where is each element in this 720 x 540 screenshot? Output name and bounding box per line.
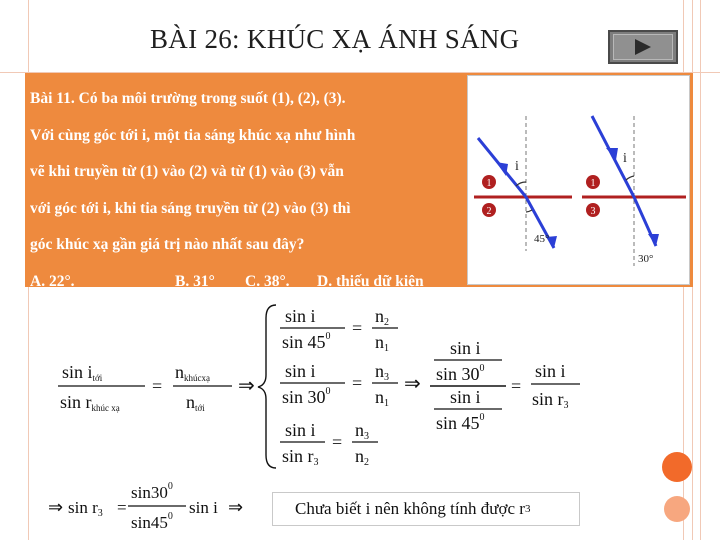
- choice-c[interactable]: C. 38°.: [245, 272, 290, 290]
- problem-line: Với cùng góc tới i, một tia sáng khúc xạ như hình: [30, 126, 356, 144]
- svg-text:=: =: [332, 432, 343, 452]
- svg-text:=: =: [352, 318, 363, 338]
- svg-text:sin rkhúc xạ: sin rkhúc xạ: [60, 392, 120, 413]
- svg-text:sin i: sin i: [450, 338, 481, 358]
- equation-2: [280, 361, 421, 409]
- final-expression: [48, 481, 243, 532]
- answer-note: [272, 492, 580, 526]
- implies-icon: ⇒: [48, 497, 64, 517]
- svg-text:sin 450: $\sin 45^0$: [282, 331, 331, 352]
- medium-label: 1: [590, 178, 596, 189]
- refracted-angle-label: 30°: [638, 253, 654, 265]
- svg-text:ntới: ntới: [186, 392, 205, 413]
- refracted-angle-label: 45°: [534, 233, 550, 245]
- angle-label-i: i: [623, 151, 627, 166]
- svg-text:n2: n2: [355, 446, 369, 468]
- svg-text:sin 300: $\sin 30^0$: [282, 386, 331, 407]
- slide-title: BÀI 26: KHÚC XẠ ÁNH SÁNG: [150, 24, 520, 54]
- svg-text:n1: n1: [375, 387, 389, 409]
- problem-line: vẽ khi truyền từ (1) vào (2) và từ (1) vào (3) vẫn: [30, 163, 344, 180]
- svg-text:nkhúcxạ: nkhúcxạ: [175, 362, 210, 383]
- svg-text:=: =: [511, 376, 522, 396]
- system-brace-icon: [258, 305, 276, 468]
- combined-ratio: [430, 338, 580, 433]
- choice-a[interactable]: A. 22°.: [30, 272, 75, 290]
- svg-text:sin450: $\sin 45^0$: [131, 511, 173, 532]
- answer-note-text: Chưa biết i nên không tính được r: [295, 499, 525, 518]
- problem-line: góc khúc xạ gần giá trị nào nhất sau đây?: [30, 236, 305, 253]
- answer-note-sub: 3: [524, 503, 531, 515]
- svg-text:=: =: [152, 376, 163, 396]
- svg-text:sin i: sin i: [285, 361, 316, 381]
- snell-law-formula: [58, 362, 255, 413]
- svg-text:sin r3: sin r3: [282, 446, 319, 468]
- problem-line: Bài 11. Có ba môi trường trong suốt (1), (2), (3).: [30, 90, 346, 107]
- svg-text:sin 450: $\sin 45^0$: [436, 412, 485, 433]
- medium-label: 2: [486, 206, 492, 217]
- svg-text:sin i: sin i: [189, 498, 218, 517]
- svg-text:=: =: [117, 498, 127, 517]
- problem-line: với góc tới i, khi tia sáng truyền từ (2) vào (3) thì: [30, 199, 351, 217]
- svg-text:n2: n2: [375, 306, 389, 328]
- choice-d[interactable]: D. thiếu dữ kiện: [317, 272, 424, 290]
- equation-1: [280, 306, 398, 354]
- implies-icon: ⇒: [228, 497, 244, 517]
- medium-label: 3: [590, 206, 596, 217]
- svg-text:sin300: $\sin 30^0$: [131, 481, 173, 502]
- svg-text:n3: n3: [355, 420, 369, 442]
- svg-text:sin r3: sin r3: [532, 389, 569, 411]
- implies-icon: ⇒: [238, 375, 255, 397]
- svg-text:sin i: sin i: [285, 306, 316, 326]
- svg-text:n1: n1: [375, 332, 389, 354]
- svg-text:n3: n3: [375, 361, 389, 383]
- svg-text:sin i: sin i: [450, 387, 481, 407]
- svg-text:sin r3: sin r3: [68, 498, 103, 519]
- implies-icon: ⇒: [404, 373, 421, 395]
- svg-text:sin i: sin i: [285, 420, 316, 440]
- choice-b[interactable]: B. 31°: [175, 272, 215, 290]
- svg-text:sin itới: sin itới: [62, 362, 103, 383]
- medium-label: 1: [486, 178, 492, 189]
- svg-text:=: =: [352, 373, 363, 393]
- svg-text:sin i: sin i: [535, 361, 566, 381]
- equation-3: [280, 420, 378, 468]
- svg-text:sin 300: $\sin 30^0$: [436, 363, 485, 384]
- angle-label-i: i: [515, 159, 519, 174]
